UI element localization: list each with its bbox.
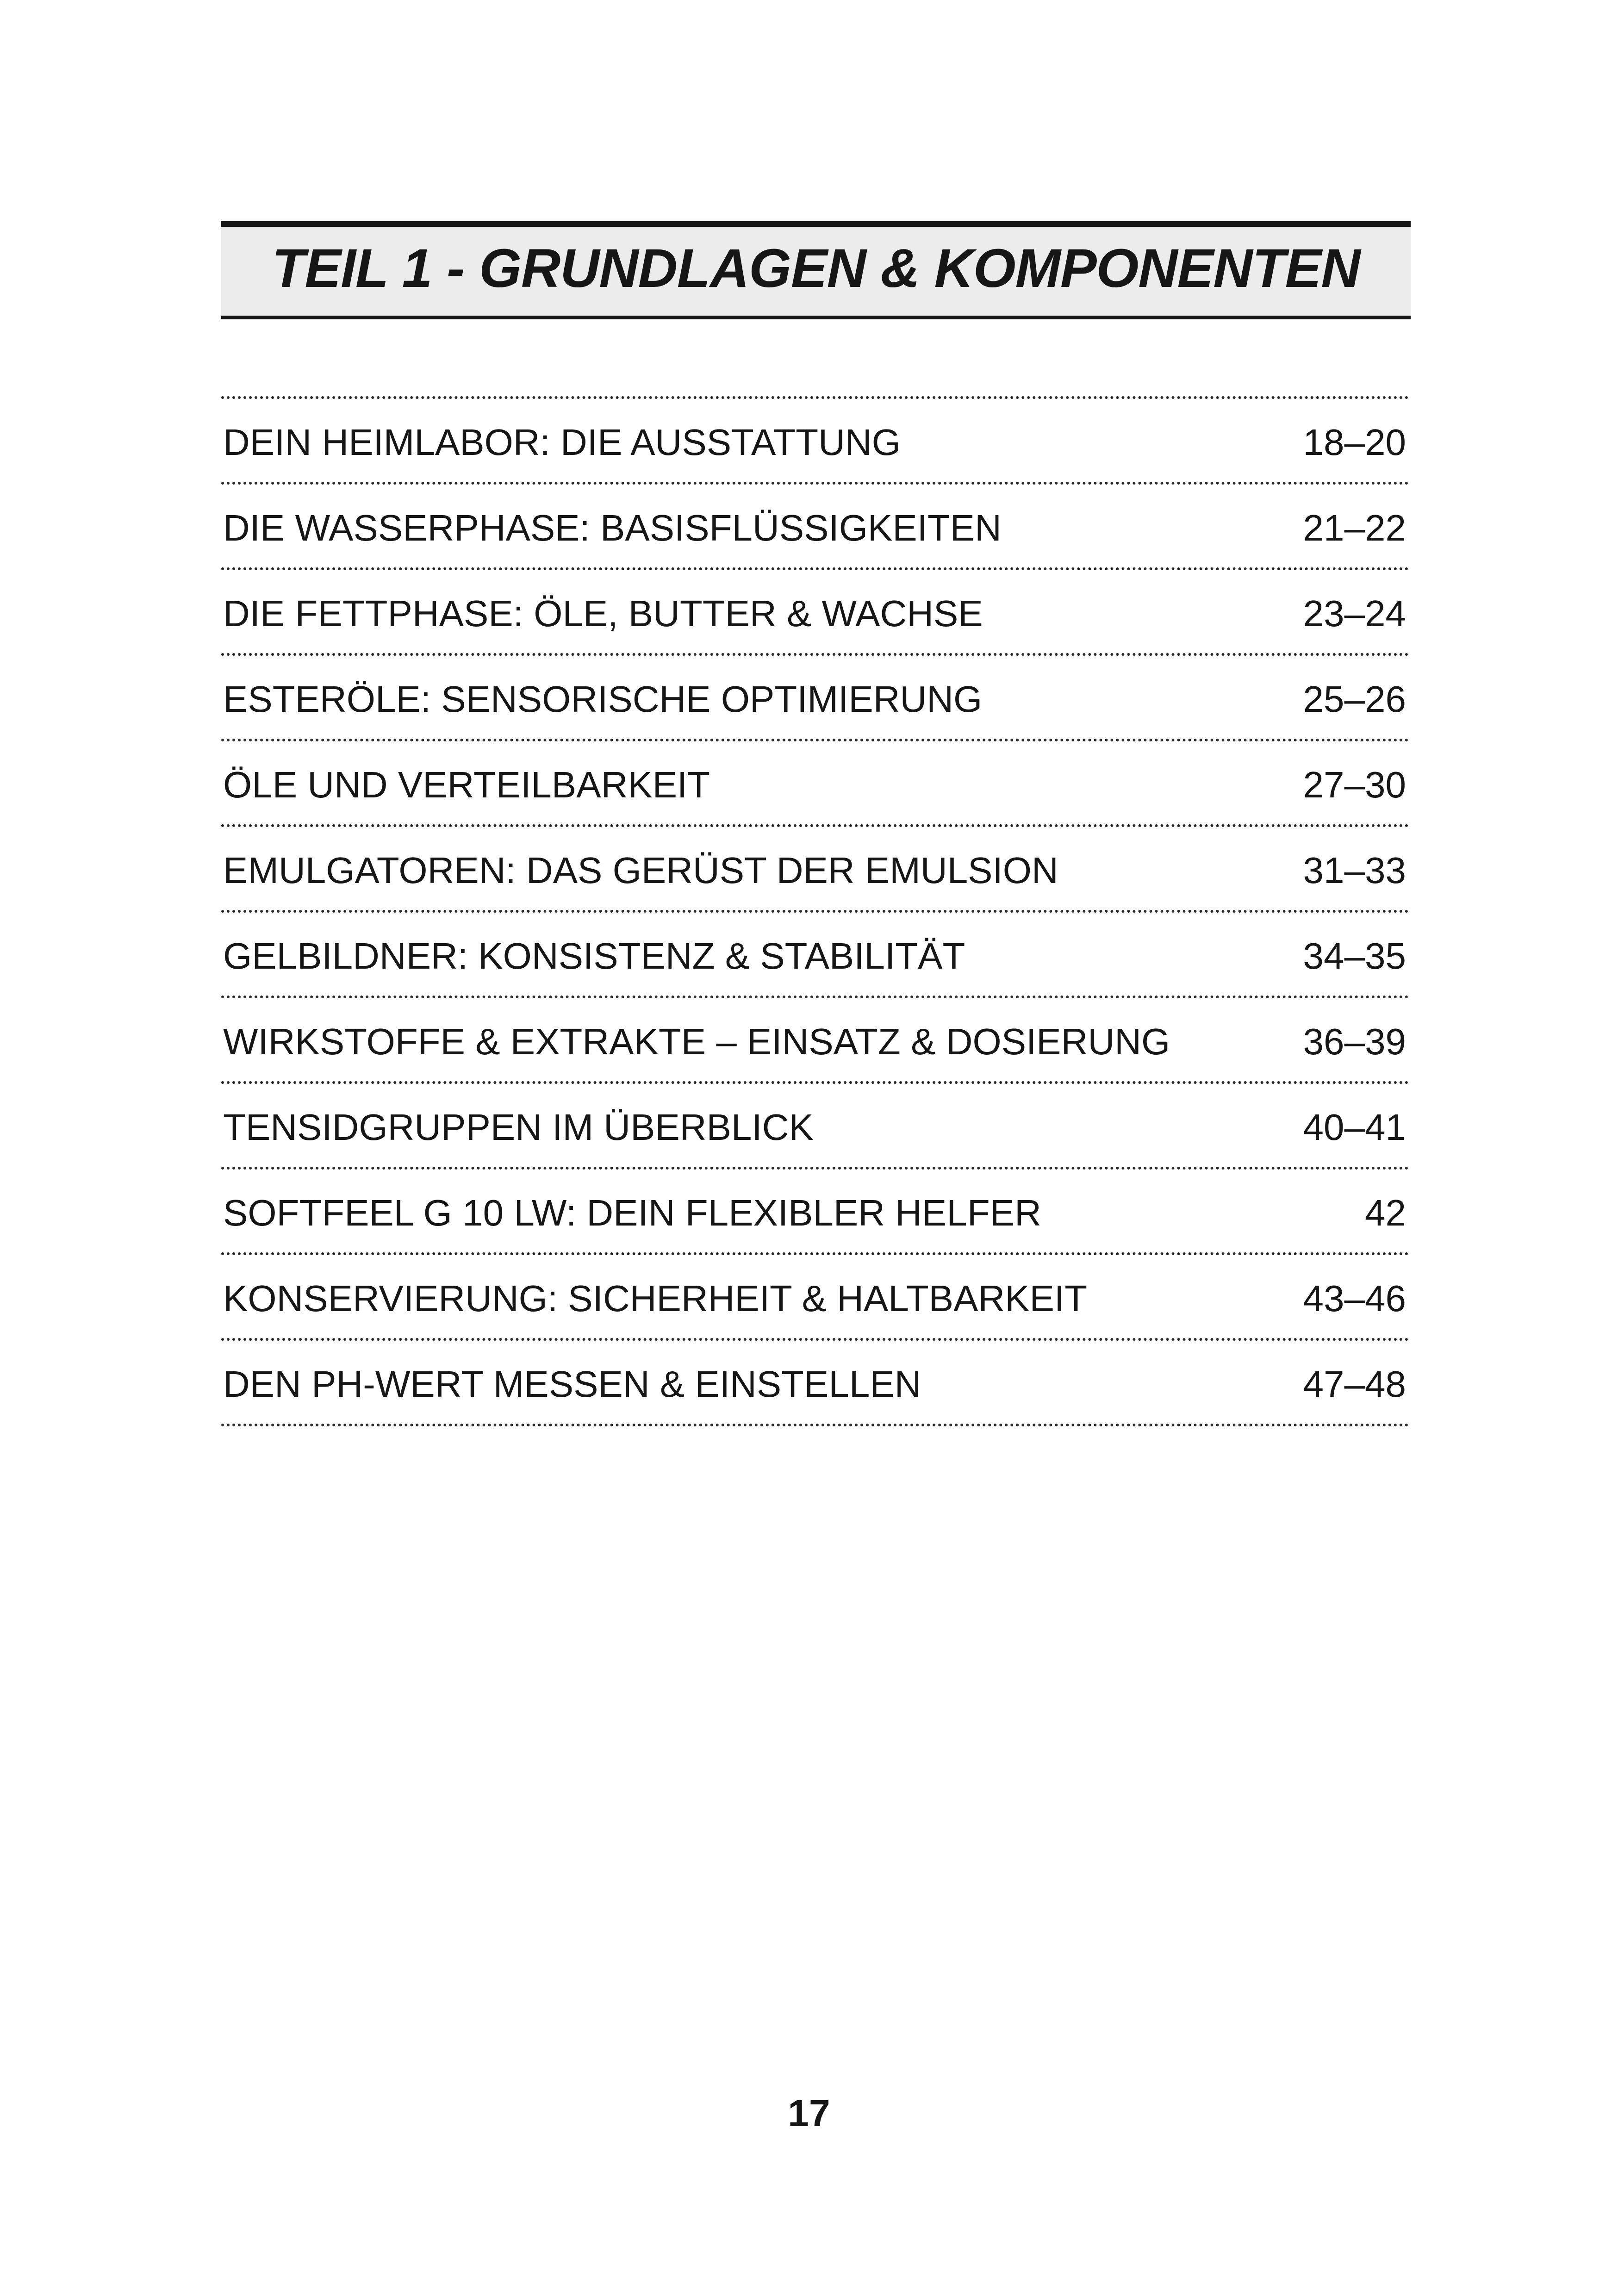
toc-entry-title: ESTERÖLE: SENSORISCHE OPTIMIERUNG xyxy=(223,678,983,720)
toc-entry-pages: 34–35 xyxy=(1303,935,1406,977)
table-of-contents xyxy=(221,396,1409,1426)
toc-entry-pages: 18–20 xyxy=(1303,421,1406,463)
toc-entry[interactable] xyxy=(221,399,1409,485)
section-heading-box xyxy=(221,221,1411,319)
toc-entry-title: SOFTFEEL G 10 LW: DEIN FLEXIBLER HELFER xyxy=(223,1192,1041,1233)
toc-entry-title: TENSIDGRUPPEN IM ÜBERBLICK xyxy=(223,1106,814,1148)
toc-entry-pages: 27–30 xyxy=(1303,764,1406,805)
section-heading: TEIL 1 - GRUNDLAGEN & KOMPONENTEN xyxy=(272,238,1360,299)
toc-entry[interactable] xyxy=(221,1084,1409,1170)
toc-entry-pages: 31–33 xyxy=(1303,849,1406,891)
toc-entry-pages: 43–46 xyxy=(1303,1277,1406,1319)
toc-entry-title: DEN PH-WERT MESSEN & EINSTELLEN xyxy=(223,1363,921,1405)
toc-entry-pages: 36–39 xyxy=(1303,1020,1406,1062)
toc-entry-title: DEIN HEIMLABOR: DIE AUSSTATTUNG xyxy=(223,421,901,463)
toc-entry[interactable] xyxy=(221,913,1409,998)
toc-entry[interactable] xyxy=(221,1255,1409,1341)
toc-entry-pages: 23–24 xyxy=(1303,592,1406,634)
toc-entry-pages: 25–26 xyxy=(1303,678,1406,720)
toc-entry[interactable] xyxy=(221,570,1409,656)
toc-entry-title: DIE FETTPHASE: ÖLE, BUTTER & WACHSE xyxy=(223,592,983,634)
toc-entry[interactable] xyxy=(221,656,1409,741)
toc-entry[interactable] xyxy=(221,741,1409,827)
toc-entry[interactable] xyxy=(221,1170,1409,1255)
toc-entry[interactable] xyxy=(221,1341,1409,1426)
toc-entry-title: GELBILDNER: KONSISTENZ & STABILITÄT xyxy=(223,935,965,977)
toc-entry-pages: 47–48 xyxy=(1303,1363,1406,1405)
toc-entry-pages: 21–22 xyxy=(1303,507,1406,548)
toc-entry[interactable] xyxy=(221,827,1409,913)
toc-entry-pages: 40–41 xyxy=(1303,1106,1406,1148)
toc-entry-title: WIRKSTOFFE & EXTRAKTE – EINSATZ & DOSIERUNG xyxy=(223,1020,1170,1062)
page-number: 17 xyxy=(788,2092,830,2134)
toc-entry[interactable] xyxy=(221,998,1409,1084)
toc-entry-title: DIE WASSERPHASE: BASISFLÜSSIGKEITEN xyxy=(223,507,1002,548)
toc-entry-title: ÖLE UND VERTEILBARKEIT xyxy=(223,764,710,805)
toc-entry-title: KONSERVIERUNG: SICHERHEIT & HALTBARKEIT xyxy=(223,1277,1088,1319)
toc-entry-pages: 42 xyxy=(1365,1192,1406,1233)
toc-entry-title: EMULGATOREN: DAS GERÜST DER EMULSION xyxy=(223,849,1058,891)
toc-entry[interactable] xyxy=(221,485,1409,570)
